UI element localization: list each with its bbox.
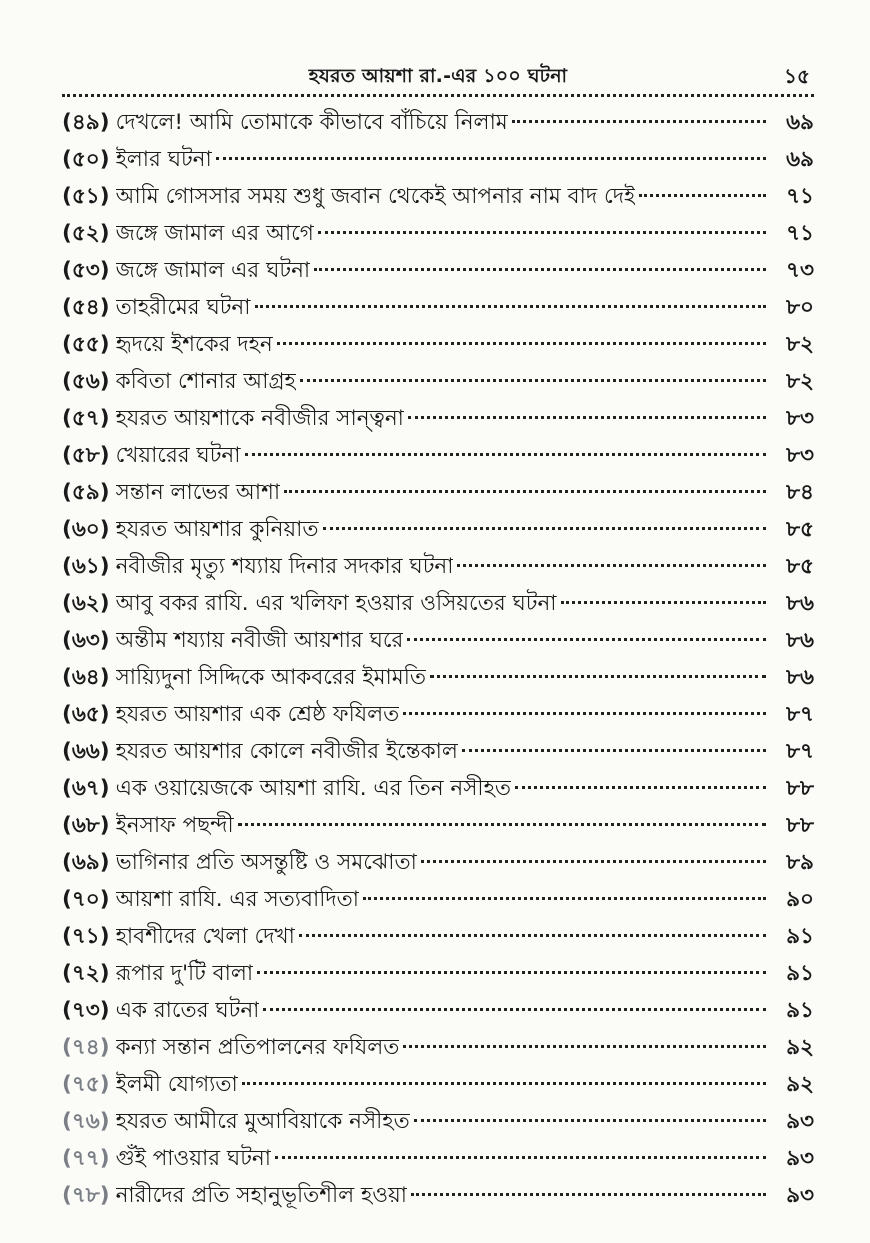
toc-entry-number: (৬৭) <box>62 776 110 801</box>
toc-entry <box>62 770 814 807</box>
toc-entry-page: ৮৮ <box>786 813 814 838</box>
toc-entry-number: (৬২) <box>62 591 110 616</box>
toc-entry-number: (৭৬) <box>62 1109 110 1134</box>
toc-entry-number: (৬৩) <box>62 628 110 653</box>
toc-entry <box>62 696 814 733</box>
toc-entry-title: খেয়ারের ঘটনা <box>115 443 241 468</box>
toc-entry-title: জঙ্গে জামাল এর আগে <box>115 221 314 246</box>
toc-entry-page: ৯৩ <box>786 1183 814 1208</box>
toc-entry-number: (৬৯) <box>62 850 110 875</box>
toc-entry-page: ৯৩ <box>786 1146 814 1171</box>
toc-entry-title: জঙ্গে জামাল এর ঘটনা <box>115 258 311 283</box>
toc-entry <box>62 622 814 659</box>
toc-entry-page: ৮০ <box>786 295 814 320</box>
toc-entry-number: (৬৮) <box>62 813 110 838</box>
toc-dot-leader <box>275 1156 766 1159</box>
toc-entry-title: হযরত আয়শার কুনিয়াত <box>115 517 319 542</box>
toc-dot-leader <box>414 1119 766 1122</box>
toc-entry-page: ৭৩ <box>786 258 814 283</box>
toc-entry-number: (৫২) <box>62 221 110 246</box>
toc-dot-leader <box>299 934 766 937</box>
toc-dot-leader <box>407 638 766 641</box>
page-header <box>62 58 814 98</box>
toc-entry-title: অন্তীম শয্যায় নবীজী আয়শার ঘরে <box>115 628 404 653</box>
toc-entry-number: (৭৭) <box>62 1146 110 1171</box>
toc-entry-title: আয়শা রাযি. এর সত্যবাদিতা <box>115 887 360 912</box>
toc-dot-leader <box>403 1045 766 1048</box>
toc-entry-title: সায়্যিদুনা সিদ্দিকে আকবরের ইমামতি <box>115 665 426 690</box>
toc-entry <box>62 548 814 585</box>
toc-entry-number: (৫৪) <box>62 295 110 320</box>
toc-dot-leader <box>245 453 767 456</box>
toc-entry <box>62 511 814 548</box>
toc-dot-leader <box>238 823 766 826</box>
header-dotted-rule <box>62 94 814 97</box>
toc-entry-number: (৫৫) <box>62 332 110 357</box>
toc-entry-number: (৭৪) <box>62 1035 110 1060</box>
toc-dot-leader <box>318 231 766 234</box>
toc-entry <box>62 844 814 881</box>
toc-entry-number: (৫১) <box>62 184 110 209</box>
toc-entry-number: (৬১) <box>62 554 110 579</box>
toc-entry-number: (৭৫) <box>62 1072 110 1097</box>
toc-entry-title: তাহরীমের ঘটনা <box>115 295 251 320</box>
toc-entry-page: ৮৬ <box>786 591 814 616</box>
toc-entry-page: ৯১ <box>786 998 814 1023</box>
toc-entry <box>62 215 814 252</box>
toc-entry-page: ৮৬ <box>786 665 814 690</box>
toc-entry <box>62 918 814 955</box>
toc-entry-title: এক রাতের ঘটনা <box>115 998 260 1023</box>
toc-dot-leader <box>255 305 766 308</box>
toc-entry-page: ৮৩ <box>786 443 814 468</box>
page-number: ১৫ <box>784 64 810 88</box>
toc-entry-page: ৮৬ <box>786 628 814 653</box>
toc-entry-number: (৫৩) <box>62 258 110 283</box>
toc-entry <box>62 363 814 400</box>
table-of-contents <box>62 104 814 1214</box>
toc-entry <box>62 1103 814 1140</box>
toc-entry-page: ৮২ <box>786 332 814 357</box>
toc-entry-page: ৮৩ <box>786 406 814 431</box>
toc-entry-number: (৭৮) <box>62 1183 110 1208</box>
toc-entry <box>62 585 814 622</box>
toc-dot-leader <box>323 527 766 530</box>
toc-entry <box>62 1177 814 1214</box>
toc-entry-page: ৬৯ <box>786 110 814 135</box>
toc-dot-leader <box>257 971 766 974</box>
toc-dot-leader <box>314 268 766 271</box>
toc-entry-page: ৯১ <box>786 924 814 949</box>
toc-entry-number: (৬০) <box>62 517 110 542</box>
toc-entry-page: ৮২ <box>786 369 814 394</box>
toc-entry-number: (৭১) <box>62 924 110 949</box>
toc-entry-number: (৫০) <box>62 147 110 172</box>
toc-entry-number: (৫৬) <box>62 369 110 394</box>
toc-entry <box>62 659 814 696</box>
toc-entry <box>62 1029 814 1066</box>
toc-entry-number: (৫৯) <box>62 480 110 505</box>
toc-entry-page: ৯১ <box>786 961 814 986</box>
toc-entry-page: ৯০ <box>786 887 814 912</box>
toc-dot-leader <box>403 712 766 715</box>
toc-entry <box>62 955 814 992</box>
toc-entry-number: (৬৬) <box>62 739 110 764</box>
toc-entry <box>62 104 814 141</box>
toc-dot-leader <box>408 416 766 419</box>
toc-entry-title: হযরত আমীরে মুআবিয়াকে নসীহত <box>115 1109 410 1134</box>
toc-entry-page: ৮৭ <box>786 702 814 727</box>
toc-entry <box>62 1140 814 1177</box>
toc-dot-leader <box>263 1008 766 1011</box>
toc-entry <box>62 992 814 1029</box>
toc-entry <box>62 141 814 178</box>
toc-entry-title: হযরত আয়শাকে নবীজীর সান্ত্বনা <box>115 406 404 431</box>
toc-entry <box>62 326 814 363</box>
toc-dot-leader <box>561 601 766 604</box>
toc-entry-number: (৬৫) <box>62 702 110 727</box>
toc-entry-title: ভাগিনার প্রতি অসন্তুষ্টি ও সমঝোতা <box>115 850 417 875</box>
toc-dot-leader <box>284 490 766 493</box>
toc-entry-number: (৫৮) <box>62 443 110 468</box>
toc-entry-title: দেখলে! আমি তোমাকে কীভাবে বাঁচিয়ে নিলাম <box>115 110 508 135</box>
toc-entry <box>62 807 814 844</box>
toc-entry <box>62 289 814 326</box>
toc-entry-title: ইনসাফ পছন্দী <box>115 813 234 838</box>
toc-entry-page: ৬৯ <box>786 147 814 172</box>
toc-dot-leader <box>216 157 766 160</box>
toc-entry-title: রূপার দু'টি বালা <box>115 961 254 986</box>
toc-dot-leader <box>300 379 766 382</box>
toc-entry-title: গুঁই পাওয়ার ঘটনা <box>115 1146 271 1171</box>
toc-entry-title: নারীদের প্রতি সহানুভূতিশীল হওয়া <box>115 1183 408 1208</box>
toc-entry-title: সন্তান লাভের আশা <box>115 480 281 505</box>
toc-entry-title: কন্যা সন্তান প্রতিপালনের ফযিলত <box>115 1035 400 1060</box>
toc-entry-title: এক ওয়ায়েজকে আয়শা রাযি. এর তিন নসীহত <box>115 776 512 801</box>
toc-dot-leader <box>462 749 766 752</box>
toc-entry <box>62 178 814 215</box>
toc-entry-page: ৮৪ <box>786 480 814 505</box>
toc-entry-title: ইলার ঘটনা <box>115 147 212 172</box>
toc-dot-leader <box>639 194 766 197</box>
toc-entry-title: ইলমী যোগ্যতা <box>115 1072 238 1097</box>
toc-entry-title: হযরত আয়শার এক শ্রেষ্ঠ ফযিলত <box>115 702 400 727</box>
toc-dot-leader <box>430 675 766 678</box>
toc-dot-leader <box>421 860 766 863</box>
toc-entry-page: ৭১ <box>786 184 814 209</box>
toc-entry-page: ৮৫ <box>786 517 814 542</box>
toc-dot-leader <box>363 897 766 900</box>
toc-dot-leader <box>411 1193 766 1196</box>
toc-dot-leader <box>277 342 766 345</box>
toc-entry-page: ৮৭ <box>786 739 814 764</box>
toc-dot-leader <box>242 1082 766 1085</box>
toc-entry-number: (৭০) <box>62 887 110 912</box>
toc-dot-leader <box>515 786 766 789</box>
running-title: হযরত আয়শা রা.-এর ১০০ ঘটনা <box>308 65 568 87</box>
toc-entry-number: (৭৩) <box>62 998 110 1023</box>
toc-entry-title: হাবশীদের খেলা দেখা <box>115 924 295 949</box>
toc-entry-page: ৯২ <box>786 1072 814 1097</box>
toc-entry-number: (৭২) <box>62 961 110 986</box>
toc-entry-number: (৬৪) <box>62 665 110 690</box>
toc-entry <box>62 437 814 474</box>
toc-entry <box>62 1066 814 1103</box>
toc-entry-page: ৮৫ <box>786 554 814 579</box>
toc-entry-page: ৯২ <box>786 1035 814 1060</box>
toc-entry <box>62 400 814 437</box>
toc-entry <box>62 252 814 289</box>
toc-dot-leader <box>512 120 766 123</box>
toc-entry-page: ৮৮ <box>786 776 814 801</box>
toc-entry-page: ৯৩ <box>786 1109 814 1134</box>
toc-entry-page: ৮৯ <box>786 850 814 875</box>
toc-entry <box>62 881 814 918</box>
toc-entry-title: হযরত আয়শার কোলে নবীজীর ইন্তেকাল <box>115 739 458 764</box>
toc-entry-title: আমি গোসসার সময় শুধু জবান থেকেই আপনার নাম বাদ দেই <box>115 184 636 209</box>
toc-entry <box>62 733 814 770</box>
toc-entry <box>62 474 814 511</box>
toc-entry-title: কবিতা শোনার আগ্রহ <box>115 369 296 394</box>
toc-entry-number: (৫৭) <box>62 406 110 431</box>
toc-entry-number: (৪৯) <box>62 110 110 135</box>
toc-entry-title: আবু বকর রাযি. এর খলিফা হওয়ার ওসিয়তের ঘটনা <box>115 591 557 616</box>
toc-entry-title: নবীজীর মৃত্যু শয্যায় দিনার সদকার ঘটনা <box>115 554 454 579</box>
toc-dot-leader <box>457 564 766 567</box>
toc-entry-title: হৃদয়ে ইশকের দহন <box>115 332 273 357</box>
toc-entry-page: ৭১ <box>786 221 814 246</box>
